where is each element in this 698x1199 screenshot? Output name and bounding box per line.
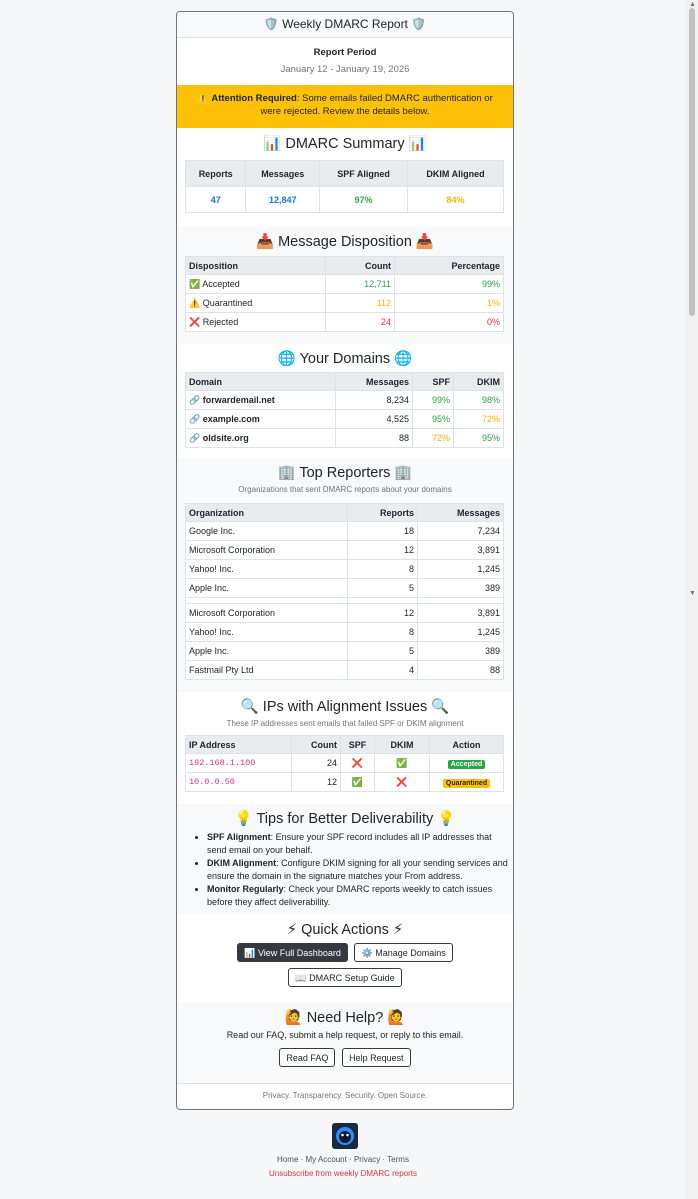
footer-link-home[interactable]: Home [277,1155,299,1164]
table-row [186,773,504,792]
reporters-header: Reports [348,504,418,522]
ip-address: 192.168.1.100 [186,754,292,773]
table-row [186,642,504,661]
read-faq-button[interactable]: Read FAQ [279,1048,335,1067]
domain-spf: 99% [413,391,454,410]
disposition-label: ❌ Rejected [186,313,326,332]
disposition-header: Count [326,257,395,275]
domain-dkim: 95% [454,429,504,448]
domains-header: SPF [413,373,454,391]
table-row [186,313,504,332]
summary-header: Messages [246,161,320,187]
reporter-org: Microsoft Corporation [186,604,348,623]
footer-links [0,1155,686,1164]
domain-dkim: 72% [454,410,504,429]
tip-strong: SPF Alignment [207,832,271,842]
disposition-pct: 0% [395,313,504,332]
help-request-button[interactable]: Help Request [342,1048,411,1067]
reporter-org: Apple Inc. [186,579,348,598]
domain-spf: 72% [413,429,454,448]
domains-header: Messages [336,373,413,391]
list-item [207,857,513,883]
ips-table [185,735,504,792]
disposition-label: ⚠️ Quarantined [186,294,326,313]
brand-logo [332,1123,358,1149]
domains-table [185,372,504,448]
summary-dkim-value: 84% [407,187,503,213]
reporter-reports: 5 [348,642,418,661]
ips-title: 🔍 IPs with Alignment Issues 🔍 [240,699,450,715]
footer-separator: · [346,1155,354,1164]
table-row [186,579,504,598]
disposition-header: Disposition [186,257,326,275]
report-card [176,11,514,1110]
reporters-header: Messages [418,504,504,522]
ip-count: 12 [292,773,341,792]
disposition-label: ✅ Accepted [186,275,326,294]
reporters-title: 🏢 Top Reporters 🏢 [277,465,413,481]
reporter-org: Yahoo! Inc. [186,560,348,579]
reporter-messages: 389 [418,642,504,661]
ips-header: SPF [341,736,375,754]
summary-header: DKIM Aligned [407,161,503,187]
summary-spf-value: 97% [320,187,408,213]
manage-domains-button[interactable]: ⚙️ Manage Domains [354,943,452,962]
tip-strong: Monitor Regularly [207,884,284,894]
card-footer: Privacy. Transparency. Security. Open Source. [177,1083,513,1108]
footer-link-terms[interactable]: Terms [387,1155,409,1164]
ip-dkim-fail-icon: ❌ [375,773,430,792]
reporter-reports: 18 [348,522,418,541]
ips-header: Count [292,736,341,754]
tip-text: : Check your DMARC reports weekly to catch issues before they affect deliverability. [207,884,493,907]
reporters-section [177,458,513,692]
reporter-messages: 1,245 [418,560,504,579]
actions-section [177,914,513,1003]
disposition-pct: 1% [395,294,504,313]
disposition-title: 📥 Message Disposition 📥 [256,234,434,250]
ips-header: DKIM [375,736,430,754]
summary-messages-value: 12,847 [246,187,320,213]
reporter-reports: 8 [348,560,418,579]
domains-header: Domain [186,373,336,391]
unsubscribe-link[interactable]: Unsubscribe from weekly DMARC reports [268,1169,418,1178]
report-title: 🛡️ Weekly DMARC Report 🛡️ [177,12,513,38]
table-row [186,661,504,680]
reporters-subtitle: Organizations that sent DMARC reports about your domains [238,485,452,494]
domain-cell[interactable] [186,391,336,410]
table-row [186,391,504,410]
disposition-header: Percentage [395,257,504,275]
domain-messages: 4,525 [336,410,413,429]
domain-name[interactable]: example.com [202,413,260,424]
reporter-org: Microsoft Corporation [186,541,348,560]
disposition-section [177,227,513,344]
alert-strong: ⚠️ Attention Required [197,93,297,104]
report-period [177,38,513,85]
view-dashboard-button[interactable]: 📊 View Full Dashboard [237,943,348,962]
domain-messages: 88 [336,429,413,448]
reporter-reports: 4 [348,661,418,680]
ips-header: IP Address [186,736,292,754]
reporter-messages: 1,245 [418,623,504,642]
reporter-messages: 7,234 [418,522,504,541]
help-title: 🙋 Need Help? 🙋 [284,1010,406,1026]
tip-strong: DKIM Alignment [207,858,277,868]
disposition-count: 12,711 [326,275,395,294]
reporters-table [185,503,504,680]
table-row [186,754,504,773]
tip-text: : Configure DKIM signing for all your sending services and ensure the domain in the signature matches your From address. [207,858,508,881]
alert-text: : Some emails failed DMARC authentication or were rejected. Review the details below. [260,93,493,117]
ip-spf-fail-icon: ❌ [341,754,375,773]
table-row [186,429,504,448]
domain-cell[interactable] [186,429,336,448]
table-row [186,275,504,294]
attention-alert [177,85,513,128]
link-icon: 🔗 [189,432,201,443]
summary-title: 📊 DMARC Summary 📊 [263,136,427,152]
ip-action [430,773,504,792]
period-dates: January 12 - January 19, 2026 [280,64,410,75]
reporter-org: Fastmail Pty Ltd [186,661,348,680]
reporter-messages: 389 [418,579,504,598]
domain-spf: 95% [413,410,454,429]
scrollbar-thumb[interactable] [689,8,695,316]
help-text: Read our FAQ, submit a help request, or reply to this email. [226,1030,464,1040]
list-item [207,883,513,909]
table-row [186,604,504,623]
reporter-org: Google Inc. [186,522,348,541]
tips-section [177,804,513,914]
reporter-messages: 3,891 [418,604,504,623]
reporter-reports: 12 [348,604,418,623]
table-row [186,410,504,429]
period-label: Report Period [313,47,377,58]
reporter-org: Apple Inc. [186,642,348,661]
ip-address: 10.0.0.50 [186,773,292,792]
help-section [177,1003,513,1083]
footer-separator: · [380,1155,388,1164]
actions-title: ⚡ Quick Actions ⚡ [286,922,404,938]
ip-action [430,754,504,773]
ip-dkim-pass-icon: ✅ [375,754,430,773]
ip-count: 24 [292,754,341,773]
summary-header: Reports [186,161,246,187]
tip-text: : Ensure your SPF record includes all IP addresses that send email on your behalf. [207,832,492,855]
domains-header: DKIM [454,373,504,391]
reporter-reports: 12 [348,541,418,560]
domain-name[interactable]: oldsite.org [202,432,249,443]
disposition-count: 112 [326,294,395,313]
link-icon: 🔗 [189,413,201,424]
setup-guide-button[interactable]: 📖 DMARC Setup Guide [288,968,401,987]
footer-link-privacy[interactable]: Privacy [353,1155,381,1164]
table-row [186,294,504,313]
summary-section [177,128,513,227]
scroll-down-icon[interactable]: ▼ [689,590,696,597]
table-row [186,560,504,579]
ips-header: Action [430,736,504,754]
reporter-messages: 88 [418,661,504,680]
ip-spf-pass-icon: ✅ [341,773,375,792]
disposition-table [185,256,504,332]
reporter-reports: 8 [348,623,418,642]
status-badge: Quarantined [443,779,490,788]
ips-section [177,692,513,804]
table-row [186,623,504,642]
domain-messages: 8,234 [336,391,413,410]
status-badge: Accepted [448,760,486,769]
domains-title: 🌐 Your Domains 🌐 [277,351,413,367]
domain-cell[interactable] [186,410,336,429]
scroll-up-icon[interactable]: ▲ [689,1,696,8]
reporters-header: Organization [186,504,348,522]
reporter-org: Yahoo! Inc. [186,623,348,642]
tips-list [177,831,513,909]
list-item [207,831,513,857]
footer-link-account[interactable]: My Account [305,1155,347,1164]
summary-header: SPF Aligned [320,161,408,187]
summary-reports-value: 47 [186,187,246,213]
tips-title: 💡 Tips for Better Deliverability 💡 [234,811,456,827]
reporter-messages: 3,891 [418,541,504,560]
table-row [186,541,504,560]
disposition-count: 24 [326,313,395,332]
domain-name[interactable]: forwardemail.net [202,394,275,405]
link-icon: 🔗 [189,394,201,405]
disposition-pct: 99% [395,275,504,294]
table-row [186,522,504,541]
ips-subtitle: These IP addresses sent emails that failed SPF or DKIM alignment [226,719,464,728]
footer-separator: · [298,1155,306,1164]
domains-section [177,344,513,458]
summary-table [185,160,504,213]
reporter-reports: 5 [348,579,418,598]
domain-dkim: 98% [454,391,504,410]
page-scrollbar[interactable] [686,0,698,1199]
